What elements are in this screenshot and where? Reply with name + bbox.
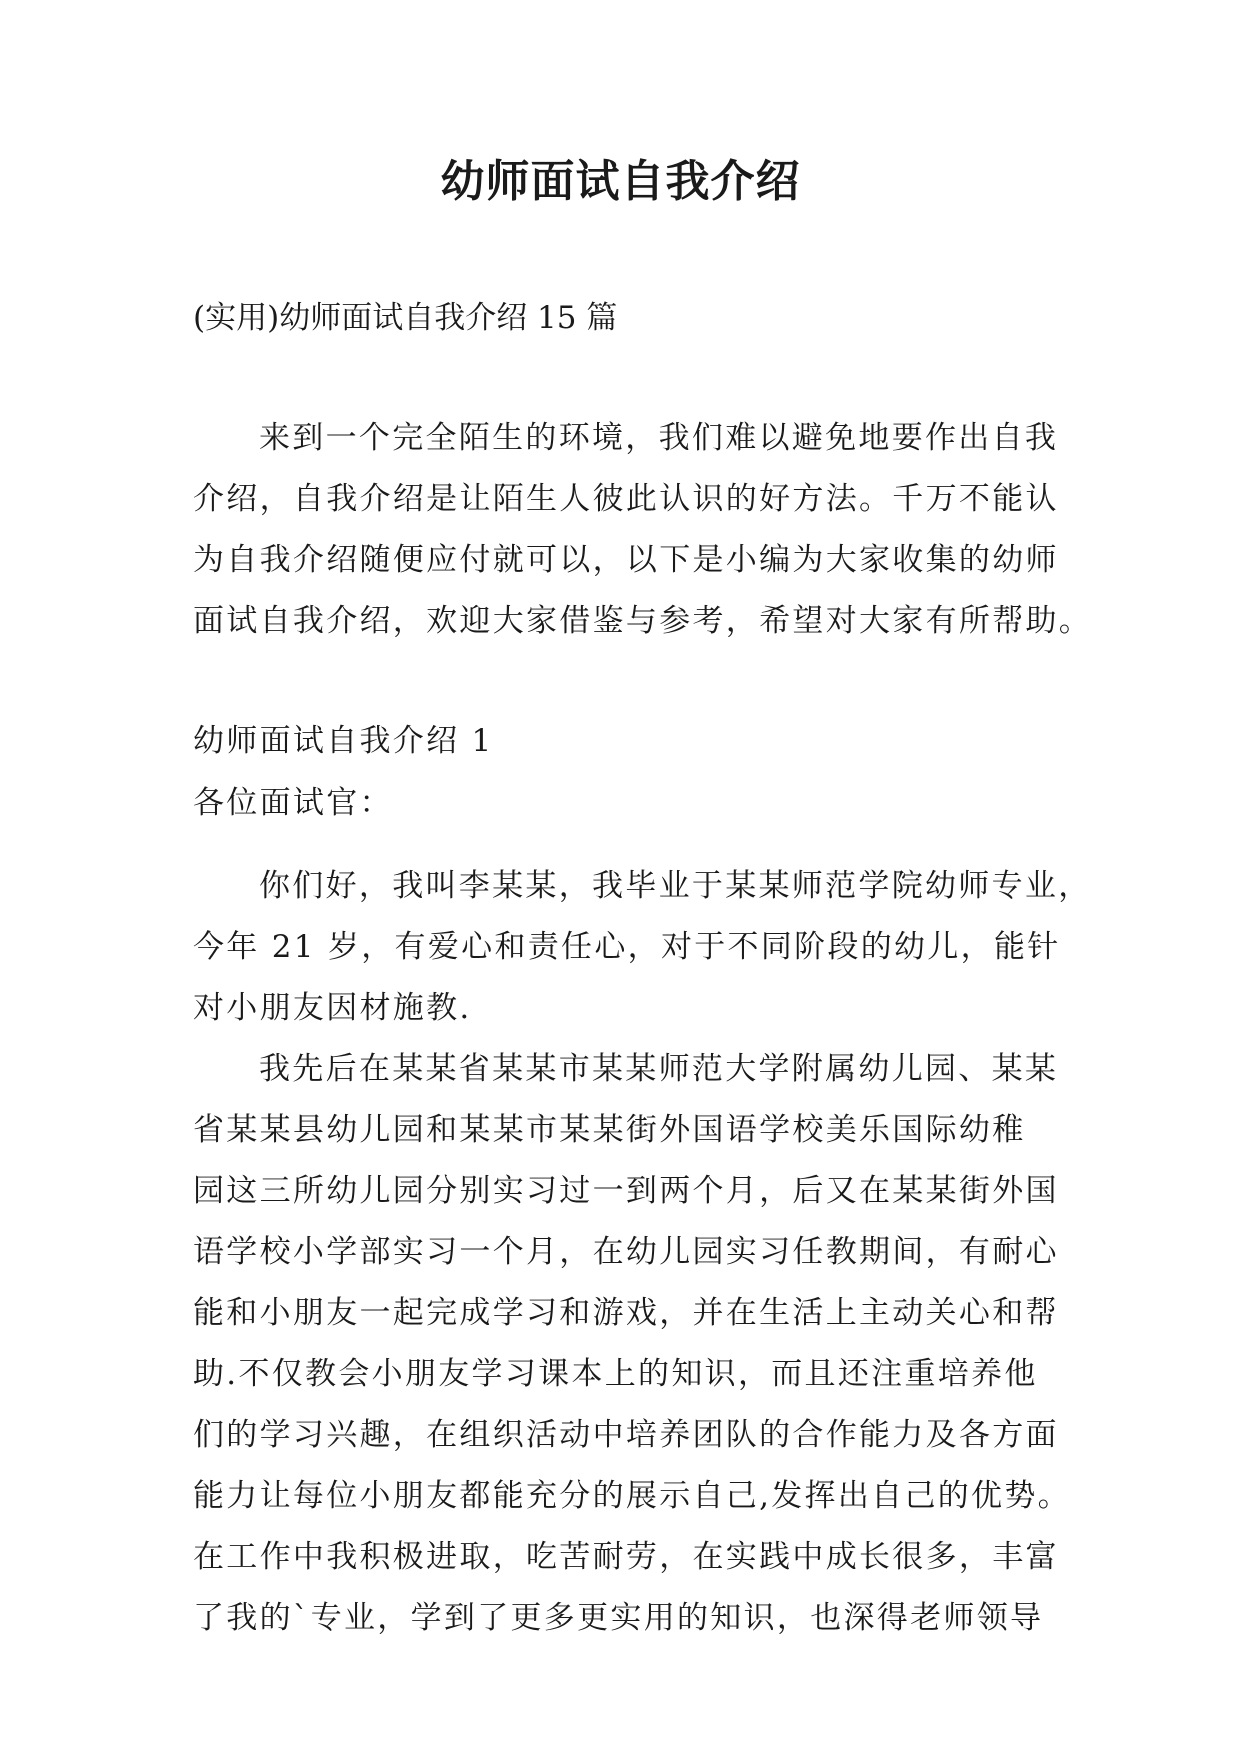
text-line: 对小朋友因材施教. [193, 990, 472, 1026]
document-title: 幼师面试自我介绍 [440, 156, 801, 207]
text-line: 们的学习兴趣，在组织活动中培养团队的合作能力及各方面 [193, 1417, 1059, 1453]
text-line: 为自我介绍随便应付就可以，以下是小编为大家收集的幼师 [193, 542, 1059, 578]
salutation: 各位面试官： [193, 785, 393, 821]
text-line: 省某某县幼儿园和某某市某某街外国语学校美乐国际幼稚 [193, 1112, 1026, 1148]
text-line: 在工作中我积极进取，吃苦耐劳，在实践中成长很多，丰富 [193, 1539, 1059, 1575]
text-line: 我先后在某某省某某市某某师范大学附属幼儿园、某某 [259, 1051, 1059, 1087]
text-line: 助.不仅教会小朋友学习课本上的知识，而且还注重培养他 [193, 1356, 1038, 1392]
text-line: 介绍，自我介绍是让陌生人彼此认识的好方法。千万不能认 [193, 481, 1059, 517]
text-line: 了我的`专业，学到了更多更实用的知识，也深得老师领导 [193, 1600, 1044, 1636]
text-line: 园这三所幼儿园分别实习过一到两个月，后又在某某街外国 [193, 1173, 1059, 1209]
text-line: 来到一个完全陌生的环境，我们难以避免地要作出自我 [259, 420, 1059, 456]
text-line: 能力让每位小朋友都能充分的展示自己,发挥出自己的优势。 [193, 1478, 1071, 1514]
text-line: 能和小朋友一起完成学习和游戏，并在生活上主动关心和帮 [193, 1295, 1059, 1331]
text-line: 面试自我介绍，欢迎大家借鉴与参考，希望对大家有所帮助。 [193, 603, 1093, 639]
body-text [193, 856, 1092, 1649]
section-header [193, 710, 1053, 834]
section-heading: 幼师面试自我介绍 1 [193, 723, 494, 759]
intro-paragraph [193, 408, 1093, 652]
text-line: 今年 21 岁，有爱心和责任心，对于不同阶段的幼儿，能针 [193, 929, 1061, 965]
text-line: 你们好，我叫李某某，我毕业于某某师范学院幼师专业， [259, 868, 1092, 904]
document-subtitle: (实用)幼师面试自我介绍 15 篇 [193, 300, 618, 336]
text-line: 语学校小学部实习一个月，在幼儿园实习任教期间，有耐心 [193, 1234, 1059, 1270]
